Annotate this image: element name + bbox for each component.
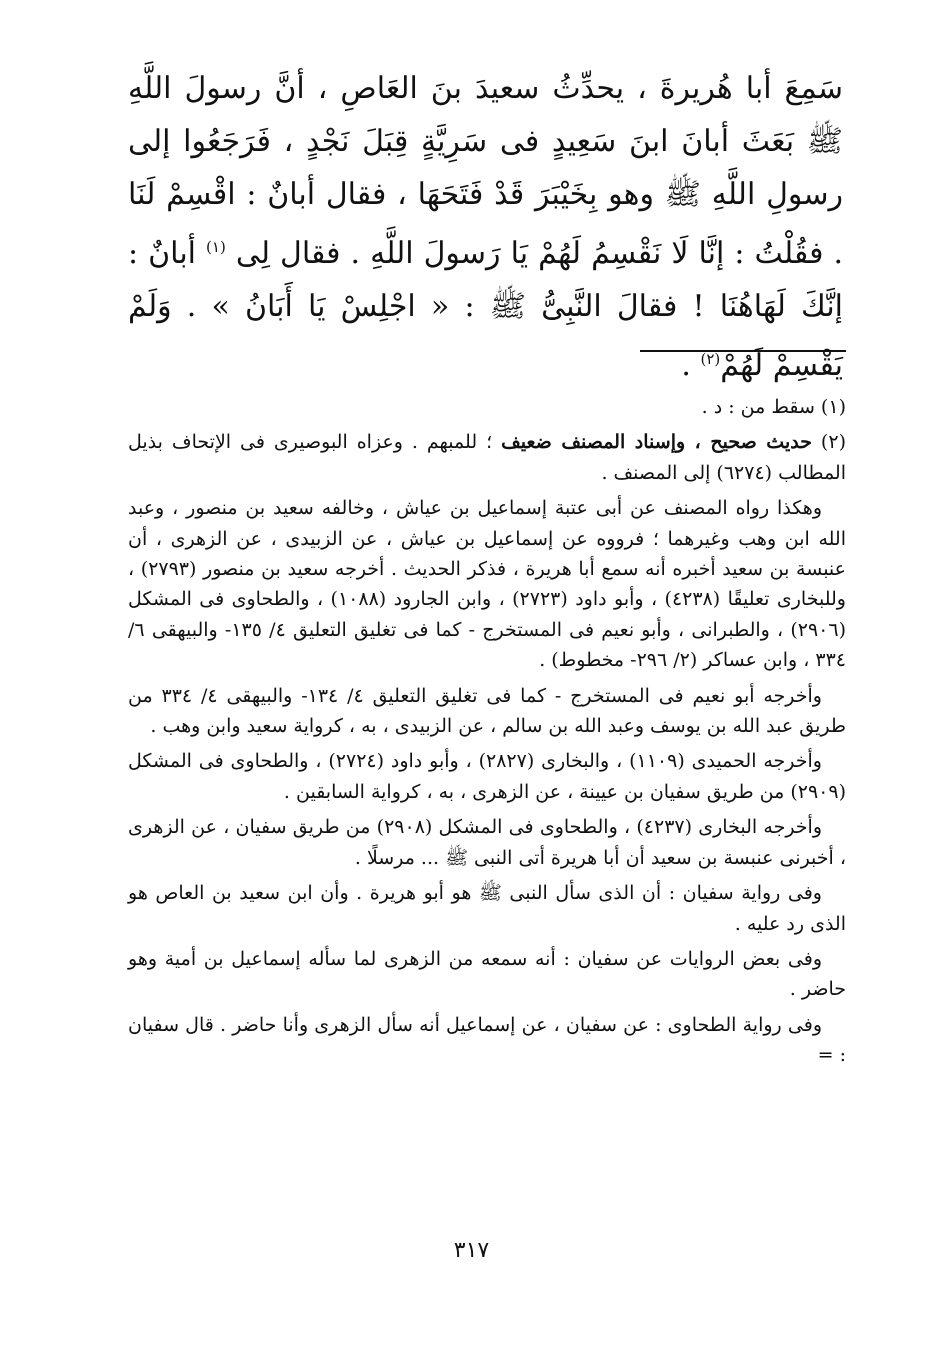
footnote-2	[128, 427, 846, 488]
footnote-marker-1: (١)	[206, 238, 226, 256]
footnote-paragraph: وهكذا رواه المصنف عن أبى عتبة إسماعيل بن عياش ، وخالفه سعيد بن منصور ، وعبد الله ابن وهب وغيرهما ؛ فرووه عن إسماعيل بن عياش ، عن الزبيدى ، عن الزهرى ، أن عنبسة بن سعيد أخبره أنه سمع أبا هريرة ، فذكر الحديث . أخرجه سعيد بن منصور (٢٧٩٣) ، وللبخارى تعليقًا (٤٢٣٨) ، وأبو داود (٢٧٢٣) ، وابن الجارود (١٠٨٨) ، والطحاوى فى المشكل (٢٩٠٦) ، والطبرانى ، وأبو نعيم فى المستخرج - كما فى تغليق التعليق ٤/ ١٣٥- والبيهقى ٦/ ٣٣٤ ، وابن عساكر (٢/ ٢٩٦- مخطوط) .	[128, 497, 846, 672]
footnote-paragraph: وأخرجه أبو نعيم فى المستخرج - كما فى تغليق التعليق ٤/ ١٣٤- والبيهقى ٤/ ٣٣٤ من طريق عبد الله بن يوسف وعبد الله بن سالم ، عن الزبيدى ، به ، كرواية سعيد وابن وهب .	[128, 684, 846, 738]
footnote-2-text: ؛ للمبهم . وعزاه البوصيرى فى الإتحاف بذيل المطالب (٦٢٧٤) إلى المصنف .	[128, 431, 846, 484]
footnote-paragraph: وفى بعض الروايات عن سفيان : أنه سمعه من الزهرى لما سأله إسماعيل بن أمية وهو حاضر .	[128, 947, 846, 1001]
hadith-text-end: .	[681, 348, 701, 383]
footnote-divider	[640, 350, 846, 352]
hadith-text-start: سَمِعَ أبا هُريرةَ ، يحدِّثُ سعيدَ بنَ العَاصِ ، أنَّ رسولَ اللَّهِ ﷺ بَعَثَ أبانَ ابنَ سَعِيدٍ فى سَرِيَّةٍ قِبَلَ نَجْدٍ ، فَرَجَعُوا إلى رسولِ اللَّهِ ﷺ وهو بِخَيْبَرَ قَدْ فَتَحَهَا ، فقال أبانٌ : اقْسِمْ لَنَا . فقُلْتُ : إنَّا لَا نَقْسِمُ لَهُمْ يَا رَسولَ اللَّهِ . فقال لِى	[128, 71, 843, 271]
hadith-text-continued: أبانٌ : إنَّكَ لَهَاهُنَا ! فقالَ النَّبِىُّ ﷺ : « اجْلِسْ يَا أَبَانُ » . وَلَمْ يَقْسِمْ لَهُمْ	[128, 236, 843, 383]
footnote-paragraph: وفى رواية الطحاوى : عن سفيان ، عن إسماعيل أنه سأل الزهرى وأنا حاضر . قال سفيان : =	[128, 1013, 846, 1067]
footnote-paragraph: وأخرجه البخارى (٤٢٣٧) ، والطحاوى فى المشكل (٢٩٠٨) من طريق سفيان ، عن الزهرى ، أخبرنى عنبسة بن سعيد أن أبا هريرة أتى النبى ﷺ ... مرسلًا .	[128, 816, 846, 869]
hadith-paragraph	[128, 62, 843, 392]
footnote-paragraph: وأخرجه الحميدى (١١٠٩) ، والبخارى (٢٨٢٧) ، وأبو داود (٢٧٢٤) ، والطحاوى فى المشكل (٢٩٠٩) من طريق سفيان بن عيينة ، عن الزهرى ، به ، كرواية السابقين .	[128, 750, 846, 803]
footnote-1: (١) سقط من : د .	[701, 396, 846, 418]
footnote-2-number: (٢)	[811, 431, 846, 454]
footnote-marker-2: (٢)	[700, 350, 721, 368]
footnotes	[128, 392, 846, 1076]
page-number: ٣١٧	[453, 1238, 490, 1263]
hadith-text	[128, 62, 843, 392]
footnote-2-grading: حديث صحيح ، وإسناد المصنف ضعيف	[501, 431, 812, 454]
footnote-paragraph: وفى رواية سفيان : أن الذى سأل النبى ﷺ هو أبو هريرة . وأن ابن سعيد بن العاص هو الذى رد عليه .	[128, 882, 846, 935]
